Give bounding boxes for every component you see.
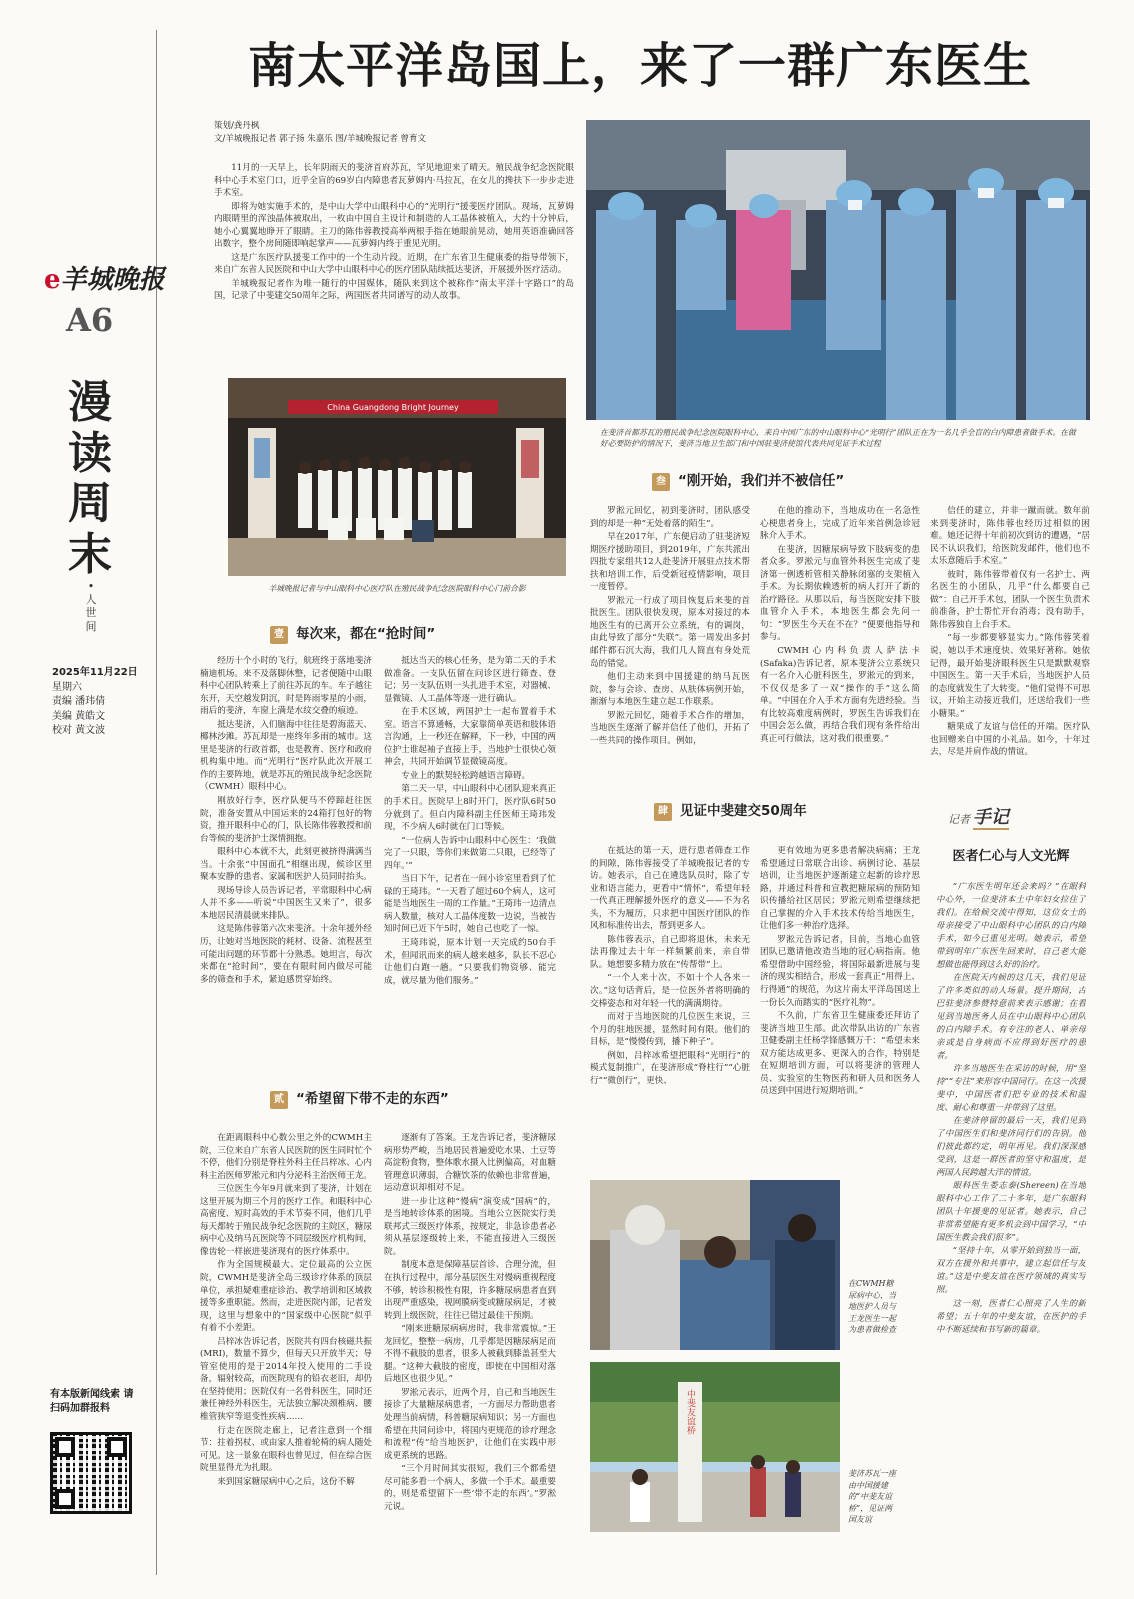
designer-credit: 美编 黄皓文: [52, 710, 106, 722]
note-title: 医者仁心与人文光辉: [952, 849, 1070, 864]
note-label: 记者 手记: [948, 807, 1009, 828]
section1-number: 壹: [270, 626, 288, 644]
section3-heading: 叁 “刚开始，我们并不被信任”: [652, 472, 844, 491]
lead-article: 11月的一天早上，长年阴雨天的斐济首府苏瓦，罕见地迎来了晴天。殖民战争纪念医院眼科中心手术室门口，近乎全盲的69岁白内障患者瓦萝姆内·马拉瓦，在女儿的搀扶下一步步走进手术室。 即将为她实施手术的，是中山大学中山眼科中心的“光明行”援斐医疗团队。现场，瓦萝姆内眼睛里的浑浊晶体被取出，一枚由中国自主设计和制造的人工晶体被植入，大约十分钟后，她小心翼翼地睁开了眼睛。主刀的陈伟蓉教授高举两根手指在她眼前晃动，她用英语准确回答出数字，整个房间随即响起掌声——瓦萝姆内终于重见光明。 这是广东医疗队援斐工作中的一个生动片段。近期，在广东省卫生健康委的指导带领下，来自广东省人民医院和中山大学中山眼科中心的医疗团队陆续抵达斐济，开展援外医疗活动。 羊城晚报记者作为唯一随行的中国媒体，随队来到这个被称作“南太平洋十字路口”的岛国，记录了中斐建交50周年之际，两国医者共同谱写的动人故事。: [214, 163, 574, 302]
section3-column-2: 在他的推动下，当地成功在一名急性心梗患者身上，完成了近年来首例急诊冠脉介入手术。 在斐济，因糖尿病导致下肢病变的患者众多。罗淞元与血管外科医生完成了斐济第一例透析管相关静脉闭塞的支架植入手术。为长期依赖透析的病人打开了新的治疗路径。从那以后，每当医院安排下肢血管介入手术，本地医生都会先问一句：“罗医生今天在不在？”便要他指导和参与。 CWMH心内科负责人萨法卡(Safaka)告诉记者，原本斐济公立系统只有一名介入心脏科医生，罗淞元的到来，不仅仅是多了一双“操作的手”这么简单。“中国在介入手术方面有先进经验。当有比较高难度病例时，罗医生告诉我们在中国会怎么做，再结合我们现有条件给出真正可行做法，这对我们很重要。”: [760, 506, 920, 744]
diabetes-center-photo: [590, 1180, 840, 1350]
photo2-caption: 在斐济首都苏瓦的殖民战争纪念医院眼科中心，来自中国广东的中山眼科中心“光明行”团队正在为一名几乎全盲的白内障患者做手术。在做好必要防护的情况下，斐济当地卫生部门和中国驻斐济使馆代表共同见证手术过程: [600, 428, 1076, 449]
photo4-caption: 斐济苏瓦一座由中国援建的“中斐友谊桥”，见证两国友谊: [848, 1469, 896, 1525]
section-subname: • 人世间: [85, 580, 97, 633]
section4-column-2: 更有效地为更多患者解决病痛；王龙希望通过日常联合出诊、病例讨论、基层培训，让当地医护逐渐建立起新的诊疗思路，并通过科普和宣教把糖尿病的预防知识传播给社区居民；罗淞元则希望继续把自己掌握的介入手术技术传给当地医生，让他们多一种治疗选择。 罗淞元告诉记者，目前，当地心血管团队已邀请他改造当地的冠心病指南。他希望借助中国经验，将国际最新进展与斐济的现实相结合，形成一套真正“用得上、行得通”的规范，为这片南太平洋岛国送上一份长久而踏实的“医疗礼物”。 不久前，广东省卫生健康委还拜访了斐济当地卫生部。此次带队出访的广东省卫健委副主任杨学锋感慨万千：“希望未来双方能达成更多、更深入的合作，特别是在短期培训方面，可以将斐济的管理人员、实验室的生物医药和研人员和医务人员送到中国进行短期培训。”: [760, 846, 920, 1097]
section3-number: 叁: [652, 473, 670, 491]
qr-code[interactable]: [50, 1432, 132, 1514]
section3-column-1: 罗淞元回忆，初到斐济时，团队感受到的却是一种“无处着落的陌生”。 早在2017年，广东便启动了驻斐济短期医疗援助项目，到2019年，广东共派出四批专家组共12人赴斐济开展驻点技术帮扶和培训工作，后受新冠疫情影响，项目一度暂停。 罗淞元一行成了项目恢复后来斐的首批医生。团队很快发现，原本对接过的本地医生有的已离开公立系统，有的调岗，由此导致了部分“失联”。第一周发出多封邮件都石沉大海，我们几人简直有身处荒岛的错觉。 他们主动来到中国援建的纳马瓦医院，参与会诊、查房、从肤体病例开始，渐渐与本地医生建立起工作联系。 罗淞元回忆，随着手术合作的增加，当地医生逐渐了解并信任了他们，开拓了一些共同的操作项目。例如，: [590, 506, 750, 746]
editor-credit: 责编 潘玮倩: [52, 696, 106, 707]
friendship-bridge-photo: [590, 1362, 840, 1532]
section1-column-1: 经历十个小时的飞行，航班终于落地斐济楠迪机场。来不及落脚休整，记者便随中山眼科中心团队转乘上了前往苏瓦的车。车子越往东开，天空越发阴沉，时是阵雨零星的小雨，雨后的斐济，车窗上满是水纹交叠的痕迹。 抵达斐济，入们脑海中往往是碧海蓝天、椰林沙滩。苏瓦却是一座终年多雨的城市。这里是斐济的行政首都，也是教育、医疗和政府机构集中地。而“光明行”医疗队此次开展工作的主要阵地，就是苏瓦的殖民战争纪念医院（CWMH）眼科中心。 刚放好行李，医疗队便马不停蹄赶往医院，准备安置从中国运来的24箱打包好的物资，推开眼科中心的门，队长陈伟蓉教授和前台等候的斐济护士深情拥抱。 眼科中心本就不大，此刻更被挤得满满当当。十余张“中国面孔”相继出现，候诊区里聚本安静的患者、家属和医护人员同时抬头。 现场导诊人员告诉记者，平常眼科中心病人并不多——听说“中国医生又来了”，很多本地居民清晨就来排队。 这是陈伟蓉第六次来斐济。十余年援外经历，让她对当地医院的耗材、设备、流程甚至可能出问题的环节都十分熟悉。她坦言，每次来都在“抢时间”，要在有限时间内做尽可能多的筛查和手术，紧迫感贯穿始终。: [200, 656, 372, 985]
photo-banner-text: China Guangdong Bright Journey: [327, 403, 459, 412]
photo3-caption: 在CWMH糖尿病中心，当地医护人员与王龙医生一起为患者做检查: [848, 1279, 896, 1335]
proof-credit: 校对 黄文波: [52, 725, 106, 736]
section4-heading: 肆 见证中斐建交50周年: [654, 802, 807, 821]
page-number: A6: [66, 301, 114, 339]
byline: 策划/龚丹枫 文/羊城晚报记者 郭子扬 朱嘉乐 图/羊城晚报记者 曾育文: [214, 121, 427, 144]
section3-column-3: 信任的建立，并非一蹴而就。数年前来到斐济时，陈伟蓉也经历过相似的困难。她还记得十年前初次到访的遭遇，“居民不认识我们，给医院发邮件，他们也不太乐意随后手术室。” 彼时，陈伟蓉带着仅有一名护士、两名医生的小团队，几乎“什么都要自己做”：自己开手术包，团队一个医生负责术前准备，护士帮忙开台消毒；没有助手，陈伟蓉独自上台手术。 “每一步都要够显实力。”陈伟蓉笑着说，她以手术速度快、效果好著称。她依记得，最开始斐济眼科医生只是默默观察中国医生。第一天手术后，当地医护人员的态度就发生了大转变。“他们觉得不可思议，开始主动接近我们，还送给我们一些小糖果。” 糖果成了友谊与信任的开端。医疗队也回赠来自中国的小礼品。如今，十年过去，尽是并肩作战的情谊。: [930, 506, 1090, 758]
section2-column-1: 在距离眼科中心数公里之外的CWMH主院，三位来自广东省人民医院的医生同时忙个不停，他们分别是脊柱外科主任吕梓冰、心内科主治医师罗淞元和内分泌科主治医师王龙。 三位医生今年9月就来到了斐济，计划在这里开展为期三个月的医疗工作。和眼科中心高密度、短时高效的手术节奏不同，他们几乎每天都转于殖民战争纪念医院的主院区，糖尿病中心及纳马瓦医院等不同层级医疗机构间，像齿轮一样嵌进斐济现有的医疗体系中。 作为全国规模最大、定位最高的公立医院，CWMH是斐济全岛三级诊疗体系的顶层单位，承担疑难重症诊治、教学培训和区域救援等多重职能。然而，走进医院内部，记者发现，这里与想象中的“国家级中心医院”似乎有着不小差距。 吕梓冰告诉记者，医院共有四台核磁共振(MRI)，数量不算少，但每天只开放半天；导管室使用的是于2014年投入使用的二手设备，辐射较高，而医院现有的铅衣老旧，却仍在坚持使用；医院仅有一名骨科医生，同时还兼任神经外科医生，无法独立解决颈椎病、腰椎管狭窄等退变性疾病…… 行走在医院走廊上，记者注意到一个细节：拄着拐杖、或由家人推着轮椅的病人随处可见。这一景象在眼科也曾见过，但在综合医院里显得尤为扎眼。 来到国家糖尿病中心之后，这份不解: [200, 1133, 372, 1487]
section2-heading: 贰 “希望留下带不走的东西”: [270, 1090, 449, 1109]
section1-heading: 壹 每次来，都在“抢时间”: [270, 625, 435, 644]
surgery-photo: [586, 120, 1090, 420]
tipline-text: 有本版新闻线索 请扫码加群报料: [50, 1389, 134, 1414]
edition-date: 2025年11月22日: [52, 667, 138, 678]
section1-column-2: 抵达当天的核心任务，是为第二天的手术做准备。一支队伍留在问诊区进行筛查、登记；另一支队伍则一头扎进手术室，对器械、显微镜、人工晶体等逐一进行确认。 在手术区域，两国护士一起布置着手术室。语言不算通畅，大家靠简单英语和肢体语言沟通，上一秒还在解释，下一秒，中国的两位护士谁起袖子直接上手，当地护士很快心领神会，共同开始调节显微镜高度。 专业上的默契轻松跨越语言障碍。 第二天一早，中山眼科中心团队迎来真正的手术日。医院早上8时开门，医疗队6时50分就到了。但白内障科副主任医师王琦玮发现，不少病人6时就在门口等候。 “一位病人告诉中山眼科中心医生：‘我做完了一只眼，等你们来做第二只眼，已经等了四年。’” 当日下午，记者在一间小诊室里看到了忙碌的王琦玮。“一天看了超过60个病人，这可能是当地医生一周的工作量。”王琦玮一边清点病人数量，核对人工晶体度数一边说，当被告知时间已近下午5时，她自己也吃了一惊。 王琦玮说，原本计划一天完成约50台手术，但闻讯而来的病人越来越多，队长不忍心让他们白跑一趟。“只要我们物资够、能完成，就尽量为他们服务。”: [384, 656, 556, 986]
edition-meta: [52, 666, 144, 739]
photo1-caption: 羊城晚报记者与中山眼科中心医疗队在殖民战争纪念医院眼科中心门前合影: [268, 584, 526, 593]
section4-column-1: 在抵达的第一天，进行患者筛查工作的间隙，陈伟蓉接受了羊城晚报记者的专访。她表示，自己在遴选队员时，除了专业和语言能力，更看中“情怀”，希望年轻一代真正理解援外医疗的意义——不为名头，不为履历，只求把中国医疗团队的作风和标准传出去，帮到更多人。 陈伟蓉表示，自己即将退休，未来无法再像过去十年一样频繁前来，亲自带队。她想要多精力放在“传帮带”上。 “一个人来十次，不如十个人各来一次。”这句话背后，是一位医外者将明确的交棒姿态和对年轻一代的满满期待。 而对于当地医院的几位医生来说，三个月的驻地医援，显然时间有限。他们的目标，是“慢慢传到，播下种子”。 例如，吕梓冰希望把眼科“光明行”的模式复制推广，在斐济形成“脊柱行”“心脏行”“微创行”，更快、: [590, 846, 750, 1086]
page-headline: 南太平洋岛国上，来了一群广东医生: [247, 38, 1032, 94]
section2-number: 贰: [270, 1091, 288, 1109]
friendship-sign-text: 中斐友谊桥: [685, 1389, 695, 1435]
section-name: 漫读周末: [68, 377, 112, 580]
team-group-photo: [228, 378, 566, 576]
section4-number: 肆: [654, 803, 672, 821]
edition-weekday: 星期六: [52, 681, 82, 693]
section2-column-2: 逐渐有了答案。王龙告诉记者，斐济糖尿病形势严峻，当地居民普遍爱吃水果、土豆等高淀粉食物，整体歌水摄入比例偏高，对血糖管理意识薄弱，合糖饮茶的依赖也非常普遍，运动意识却相对不足。 进一步让这种“慢病”演变成“国病”的，是当地转诊体系的困境。当地公立医院实行美联邦式三级医疗体系，按规定，非急诊患者必须从基层逐级转上来，不能直接进入三级医院。 制度本意是保障基层首诊、合理分流，但在执行过程中，部分基层医生对慢病重视程度不够，转诊积极性有限，许多糖尿病患者直到出现严重感染，视网膜病变或糖尿病足，才被转到上级医院，往往已错过最佳干预期。 “刚来进糖尿病病房时，我非常震惊。”王龙回忆，整整一病房，几乎都是因糖尿病足而不得不截肢的患者，很多人被截到膝盖甚至大腿。“这种大截肢的密度，即使在中国相对落后地区也很少见。” 罗淞元表示，近两个月，自己和当地医生接诊了大量糖尿病患者，一方面尽力帮助患者处理当前病情，科普糖尿病知识；另一方面也希望在共同问诊中，将国内更规范的诊疗理念和流程“传”给当地医护，让他们在实践中形成更系统的思路。 “三个月时间其实很短，我们三个都希望尽可能多看一个病人，多做一个手术。最重要的，则是希望留下一些‘带不走的东西’。”罗淞元说。: [384, 1133, 556, 1512]
note-body: “广东医生明年还会来吗？”在眼科中心外，一位斐济本土中年妇女拉住了我们。在给候交流中得知，这位女士的母亲接受了中山眼科中心团队的白内障手术，如今已重见光明。她表示，希望带到明年广东医生回来时，自己老大能想做也能得到这么好的治疗。 在医院天内候的这几天，我们见证了许多类似的动人场景。提升期间，古巴驻斐济参赞特意前来表示感谢；在看见到当地医务人员在中山眼科中心团队的白内障手术。有专注的老人、单亲母亲或是自身病而不应得到好医疗的患者。 许多当地医生在采访的时候，用“坚持”“专注”来形容中国同行。在这一次援斐中，中国医者们把专业的技术和温度、耐心和尊重一并带到了这里。 在斐济停留的最后一天，我们见到了中国医生们和斐济同行们的告别。他们彼此都约定，明年再见。我们深深感受到，这是一群医者的坚守和温度，是两国人民跨越大洋的情谊。 眼科医生娄志泰(Shereen)在当地眼科中心工作了二十多年，是广东眼科团队十年援斐的见证者。她表示，自己非常希望能有更多机会到中国学习，“中国医生教会我们很多”。 “坚持十年，从零开始到独当一面，双方在援外和共事中，建立起信任与友谊。”这是中斐友谊在医疗领域的真实写照。 这一刻，医者仁心照亮了人生的新希望；五十年的中斐友谊，在医护的手中不断延续和书写新的篇章。: [936, 881, 1086, 1334]
newspaper-logo: e羊城晚报: [44, 265, 165, 295]
